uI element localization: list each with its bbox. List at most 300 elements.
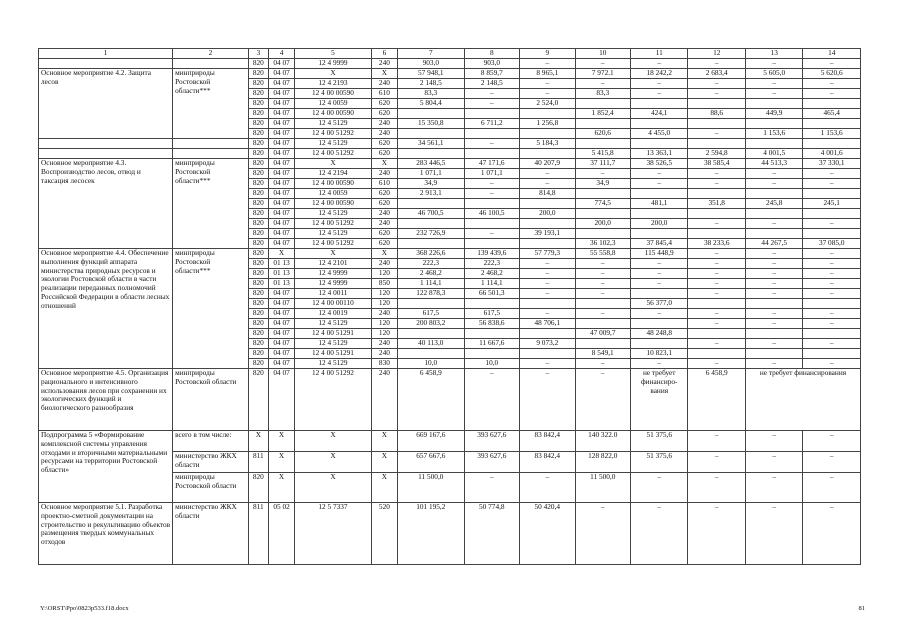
table-cell xyxy=(520,349,575,359)
table-cell: 46 100,5 xyxy=(464,209,519,219)
table-cell: 12 4 00 51291 xyxy=(295,329,372,339)
table-cell: 12 4 5129 xyxy=(295,359,372,369)
table-cell: – xyxy=(520,59,575,69)
table-cell: – xyxy=(688,249,745,259)
table-cell: 820 xyxy=(248,119,268,129)
table-cell: 10,0 xyxy=(464,359,519,369)
table-cell: 04 07 xyxy=(268,219,294,229)
responsible-cell: минприроды Ростовской области xyxy=(173,369,249,431)
table-cell: 393 627,6 xyxy=(464,431,519,452)
column-number: 4 xyxy=(268,49,294,59)
table-cell: 820 xyxy=(248,279,268,289)
table-cell: 47 171,6 xyxy=(464,159,519,169)
file-path: Y:\ORST\Ppo\0823p533.f18.docx xyxy=(40,605,129,612)
table-cell: 04 07 xyxy=(268,69,294,79)
table-cell: 820 xyxy=(248,149,268,159)
table-row xyxy=(39,159,861,169)
table-cell: 2 524,0 xyxy=(520,99,575,109)
table-cell xyxy=(803,329,861,339)
table-cell: 120 xyxy=(371,329,397,339)
table-cell: – xyxy=(803,219,861,229)
table-cell: 12 4 00 51291 xyxy=(295,349,372,359)
responsible-cell: министерство ЖКХ области xyxy=(173,452,249,473)
table-cell: 12 4 5129 xyxy=(295,229,372,239)
table-cell: 820 xyxy=(248,309,268,319)
table-cell: – xyxy=(630,89,687,99)
table-cell: 2 148,5 xyxy=(464,79,519,89)
table-cell: 50 774,8 xyxy=(464,503,519,565)
table-cell: 40 113,0 xyxy=(398,339,465,349)
table-cell: 669 167,6 xyxy=(398,431,465,452)
table-cell: 51 375,6 xyxy=(630,431,687,452)
column-number: 8 xyxy=(464,49,519,59)
table-cell: – xyxy=(630,59,687,69)
table-cell: – xyxy=(745,259,802,269)
table-cell: 34,9 xyxy=(575,179,630,189)
table-cell: 617,5 xyxy=(464,309,519,319)
table-cell: 820 xyxy=(248,269,268,279)
table-cell: 18 242,2 xyxy=(630,69,687,79)
table-cell xyxy=(575,189,630,199)
table-cell: 11 500,0 xyxy=(575,473,630,503)
table-cell: 04 07 xyxy=(268,59,294,69)
table-cell: 811 xyxy=(248,503,268,565)
table-cell xyxy=(630,289,687,299)
table-cell: – xyxy=(745,452,802,473)
table-cell: 120 xyxy=(371,319,397,329)
table-cell: – xyxy=(520,359,575,369)
table-cell xyxy=(803,99,861,109)
table-cell: – xyxy=(575,359,630,369)
table-cell: 04 07 xyxy=(268,369,294,431)
table-cell: 12 4 00 51292 xyxy=(295,219,372,229)
table-cell: – xyxy=(630,79,687,89)
table-cell: 820 xyxy=(248,339,268,349)
table-cell: 04 07 xyxy=(268,349,294,359)
table-cell: 240 xyxy=(371,339,397,349)
table-cell xyxy=(575,99,630,109)
table-cell: 36 102,3 xyxy=(575,239,630,249)
table-cell: – xyxy=(745,289,802,299)
table-cell: – xyxy=(630,269,687,279)
table-cell: 83 842,4 xyxy=(520,431,575,452)
table-cell: – xyxy=(520,369,575,431)
table-cell xyxy=(575,319,630,329)
responsible-cell: минприроды Ростовской области xyxy=(173,473,249,503)
table-cell xyxy=(575,299,630,309)
table-cell xyxy=(803,229,861,239)
table-cell: 620 xyxy=(371,149,397,159)
table-cell xyxy=(688,189,745,199)
table-cell: – xyxy=(803,59,861,69)
table-cell: – xyxy=(688,219,745,229)
table-cell xyxy=(630,209,687,219)
table-cell: 12 4 00 00590 xyxy=(295,179,372,189)
table-cell: 38 233,6 xyxy=(688,239,745,249)
table-cell: 6 458,9 xyxy=(688,369,745,431)
table-cell: 83,3 xyxy=(398,89,465,99)
table-cell: – xyxy=(520,259,575,269)
table-cell: 1 114,1 xyxy=(398,279,465,289)
table-cell: 820 xyxy=(248,129,268,139)
table-cell: 820 xyxy=(248,59,268,69)
table-cell: 481,1 xyxy=(630,199,687,209)
table-cell xyxy=(688,209,745,219)
table-cell: 200,0 xyxy=(630,219,687,229)
table-cell: 222,3 xyxy=(398,259,465,269)
table-cell: – xyxy=(803,179,861,189)
table-cell: – xyxy=(630,259,687,269)
table-cell xyxy=(398,149,465,159)
table-cell: 240 xyxy=(371,259,397,269)
table-cell xyxy=(745,349,802,359)
table-cell: 820 xyxy=(248,89,268,99)
table-cell: 5 620,6 xyxy=(803,69,861,79)
measure-name-cell xyxy=(39,139,173,149)
table-cell: 820 xyxy=(248,139,268,149)
table-cell: 88,6 xyxy=(688,109,745,119)
table-cell: 34,9 xyxy=(398,179,465,189)
table-cell: X xyxy=(371,452,397,473)
table-cell xyxy=(630,99,687,109)
table-cell: – xyxy=(688,431,745,452)
table-cell: 120 xyxy=(371,269,397,279)
table-cell: 240 xyxy=(371,219,397,229)
table-cell: 51 375,6 xyxy=(630,452,687,473)
table-cell xyxy=(520,149,575,159)
table-cell: 351,8 xyxy=(688,199,745,209)
table-cell: – xyxy=(520,279,575,289)
table-cell: – xyxy=(688,179,745,189)
table-cell: 620 xyxy=(371,139,397,149)
table-cell: – xyxy=(745,89,802,99)
measure-name-cell xyxy=(39,59,173,69)
table-cell: – xyxy=(803,309,861,319)
table-cell: 820 xyxy=(248,329,268,339)
table-cell: – xyxy=(520,473,575,503)
table-cell xyxy=(803,349,861,359)
table-cell: 9 073,2 xyxy=(520,339,575,349)
table-cell xyxy=(520,239,575,249)
table-cell: 39 193,1 xyxy=(520,229,575,239)
table-cell: – xyxy=(520,309,575,319)
column-number: 2 xyxy=(173,49,249,59)
table-cell: 2 148,5 xyxy=(398,79,465,89)
table-cell: 04 07 xyxy=(268,99,294,109)
table-cell: 10,0 xyxy=(398,359,465,369)
column-number: 10 xyxy=(575,49,630,59)
table-cell: – xyxy=(803,339,861,349)
table-cell: – xyxy=(745,249,802,259)
table-cell: X xyxy=(268,452,294,473)
table-cell: 6 458,9 xyxy=(398,369,465,431)
table-cell xyxy=(575,229,630,239)
table-cell: 620,6 xyxy=(575,129,630,139)
table-cell: 8 549,1 xyxy=(575,349,630,359)
table-cell: – xyxy=(630,359,687,369)
table-cell: – xyxy=(520,289,575,299)
table-row xyxy=(39,249,861,259)
table-cell: 12 5 7337 xyxy=(295,503,372,565)
table-cell: 240 xyxy=(371,369,397,431)
table-cell: 04 07 xyxy=(268,199,294,209)
table-cell: 04 07 xyxy=(268,79,294,89)
table-cell: 83 842,4 xyxy=(520,452,575,473)
page-number: 81 xyxy=(858,605,865,612)
table-cell xyxy=(630,119,687,129)
table-cell: 820 xyxy=(248,319,268,329)
table-cell: – xyxy=(688,279,745,289)
table-cell xyxy=(745,139,802,149)
table-cell: 10 823,1 xyxy=(630,349,687,359)
table-cell: 04 07 xyxy=(268,129,294,139)
table-cell: 200,0 xyxy=(520,209,575,219)
table-cell: 01 13 xyxy=(268,269,294,279)
table-cell xyxy=(630,139,687,149)
table-cell: 820 xyxy=(248,219,268,229)
table-cell xyxy=(464,129,519,139)
table-cell: 4 001,5 xyxy=(745,149,802,159)
measure-name-cell xyxy=(39,149,173,159)
table-cell: 465,4 xyxy=(803,109,861,119)
table-cell: X xyxy=(371,69,397,79)
table-cell xyxy=(398,239,465,249)
table-cell: 820 xyxy=(248,99,268,109)
table-cell: – xyxy=(520,269,575,279)
table-cell: – xyxy=(575,309,630,319)
table-cell: 04 07 xyxy=(268,109,294,119)
table-cell: 610 xyxy=(371,179,397,189)
table-cell: 101 195,2 xyxy=(398,503,465,565)
table-cell: 820 xyxy=(248,359,268,369)
table-cell: 240 xyxy=(371,209,397,219)
table-cell: – xyxy=(575,79,630,89)
table-cell: 200,0 xyxy=(575,219,630,229)
table-cell: – xyxy=(688,129,745,139)
table-cell: – xyxy=(688,289,745,299)
table-cell: 2 594,8 xyxy=(688,149,745,159)
table-cell: – xyxy=(745,279,802,289)
table-cell: – xyxy=(803,452,861,473)
table-cell: X xyxy=(371,159,397,169)
table-cell xyxy=(745,209,802,219)
table-cell: – xyxy=(464,189,519,199)
table-cell: – xyxy=(575,279,630,289)
table-cell: – xyxy=(520,79,575,89)
table-cell: 04 07 xyxy=(268,299,294,309)
table-cell xyxy=(398,299,465,309)
table-cell: – xyxy=(520,179,575,189)
table-cell: 04 07 xyxy=(268,169,294,179)
table-cell: 48 248,8 xyxy=(630,329,687,339)
table-row xyxy=(39,503,861,565)
table-cell: X xyxy=(295,473,372,503)
table-cell: 424,1 xyxy=(630,109,687,119)
table-cell: – xyxy=(464,179,519,189)
table-cell xyxy=(520,219,575,229)
table-cell xyxy=(464,109,519,119)
table-cell: 12 4 5129 xyxy=(295,339,372,349)
table-cell: 240 xyxy=(371,129,397,139)
table-cell: 37 111,7 xyxy=(575,159,630,169)
table-cell: 12 4 00 00590 xyxy=(295,109,372,119)
table-cell: 4 455,0 xyxy=(630,129,687,139)
table-cell: 12 4 9999 xyxy=(295,59,372,69)
responsible-cell: минприроды Ростовской области*** xyxy=(173,69,249,139)
table-cell: 820 xyxy=(248,199,268,209)
table-cell: 620 xyxy=(371,189,397,199)
table-row xyxy=(39,69,861,79)
measure-name-cell: Основное мероприятие 4.5. Организация рационального и интенсивного использования лесов при сохранении их экологических функций и биологического разнообразия xyxy=(39,369,173,431)
table-cell: 820 xyxy=(248,349,268,359)
table-cell: X xyxy=(268,249,294,259)
table-cell: – xyxy=(688,339,745,349)
table-cell: 368 226,6 xyxy=(398,249,465,259)
table-cell: 8 965,1 xyxy=(520,69,575,79)
table-cell: 393 627,6 xyxy=(464,452,519,473)
table-cell: – xyxy=(803,259,861,269)
table-cell: 620 xyxy=(371,99,397,109)
table-cell xyxy=(803,139,861,149)
table-cell: 44 513,3 xyxy=(745,159,802,169)
table-cell: 774,5 xyxy=(575,199,630,209)
table-cell: 222,3 xyxy=(464,259,519,269)
table-cell: 04 07 xyxy=(268,89,294,99)
table-cell: – xyxy=(803,473,861,503)
table-cell: 04 07 xyxy=(268,189,294,199)
table-cell xyxy=(575,119,630,129)
table-cell: X xyxy=(371,431,397,452)
table-cell: 610 xyxy=(371,89,397,99)
table-cell xyxy=(464,239,519,249)
table-cell xyxy=(464,149,519,159)
table-cell: 657 667,6 xyxy=(398,452,465,473)
table-cell: 56 377,0 xyxy=(630,299,687,309)
table-cell: X xyxy=(268,473,294,503)
table-cell: – xyxy=(803,359,861,369)
table-cell: – xyxy=(803,279,861,289)
table-cell xyxy=(520,299,575,309)
table-cell: 04 07 xyxy=(268,239,294,249)
table-row xyxy=(39,59,861,69)
table-cell: 820 xyxy=(248,79,268,89)
table-cell: – xyxy=(464,89,519,99)
table-cell xyxy=(398,219,465,229)
table-cell: – xyxy=(630,503,687,565)
table-cell: X xyxy=(295,249,372,259)
measure-name-cell: Подпрограмма 5 «Формирование комплексной системы управления отходами и вторичными материальными ресурсами на территории Ростовской области» xyxy=(39,431,173,503)
table-cell: 520 xyxy=(371,503,397,565)
table-cell: – xyxy=(745,59,802,69)
table-cell: 48 706,1 xyxy=(520,319,575,329)
table-cell: 04 07 xyxy=(268,209,294,219)
table-cell: – xyxy=(688,259,745,269)
table-cell: – xyxy=(803,319,861,329)
table-cell: – xyxy=(688,473,745,503)
table-cell xyxy=(575,209,630,219)
table-cell: 12 4 00 00590 xyxy=(295,89,372,99)
table-row xyxy=(39,369,861,431)
table-cell: 620 xyxy=(371,199,397,209)
table-cell: – xyxy=(745,339,802,349)
table-cell: – xyxy=(745,79,802,89)
table-cell: 12 4 9999 xyxy=(295,269,372,279)
table-cell: – xyxy=(688,169,745,179)
table-cell xyxy=(575,339,630,349)
table-cell: 820 xyxy=(248,69,268,79)
table-cell: 5 415,8 xyxy=(575,149,630,159)
table-cell xyxy=(464,199,519,209)
table-cell: – xyxy=(688,359,745,369)
responsible-cell: всего в том числе: xyxy=(173,431,249,452)
measure-name-cell: Основное мероприятие 5.1. Разработка проектно-сметной документации на строительство и рекультивацию объектов размещения твердых коммунальных отходов xyxy=(39,503,173,565)
table-cell: X xyxy=(295,159,372,169)
table-cell: – xyxy=(464,99,519,109)
budget-table xyxy=(38,48,861,565)
table-cell: 820 xyxy=(248,239,268,249)
table-cell: – xyxy=(630,179,687,189)
table-cell: – xyxy=(688,269,745,279)
table-cell: 903,0 xyxy=(398,59,465,69)
table-cell: не требует финансирования xyxy=(745,369,860,431)
table-cell: 2 468,2 xyxy=(464,269,519,279)
table-cell: 128 822,0 xyxy=(575,452,630,473)
table-cell: 2 683,4 xyxy=(688,69,745,79)
table-cell: 04 07 xyxy=(268,159,294,169)
table-cell: X xyxy=(371,249,397,259)
table-cell: 820 xyxy=(248,299,268,309)
table-cell: 240 xyxy=(371,309,397,319)
table-cell: 44 267,5 xyxy=(745,239,802,249)
table-cell: 04 07 xyxy=(268,119,294,129)
table-cell: – xyxy=(575,259,630,269)
table-cell: не требует финансиро-вания xyxy=(630,369,687,431)
table-cell: – xyxy=(575,169,630,179)
table-cell: – xyxy=(520,169,575,179)
table-cell xyxy=(398,349,465,359)
column-number: 12 xyxy=(688,49,745,59)
table-cell: 04 07 xyxy=(268,309,294,319)
table-cell: 04 07 xyxy=(268,329,294,339)
table-cell: 12 4 0059 xyxy=(295,189,372,199)
table-cell xyxy=(630,189,687,199)
table-cell: – xyxy=(688,319,745,329)
table-cell: 122 878,3 xyxy=(398,289,465,299)
table-cell: – xyxy=(575,369,630,431)
table-cell: 820 xyxy=(248,473,268,503)
table-cell: 245,8 xyxy=(745,199,802,209)
table-cell: 232 726,9 xyxy=(398,229,465,239)
table-cell: 820 xyxy=(248,289,268,299)
table-cell: – xyxy=(803,169,861,179)
table-cell: – xyxy=(630,309,687,319)
table-cell: 820 xyxy=(248,229,268,239)
table-cell: 240 xyxy=(371,79,397,89)
table-cell: – xyxy=(630,473,687,503)
table-cell xyxy=(745,189,802,199)
table-cell: 12 4 00 51292 xyxy=(295,129,372,139)
table-cell xyxy=(398,199,465,209)
table-cell: 5 804,4 xyxy=(398,99,465,109)
table-cell: 04 07 xyxy=(268,339,294,349)
table-cell: 240 xyxy=(371,349,397,359)
table-cell: 38 526,5 xyxy=(630,159,687,169)
table-cell: 83,3 xyxy=(575,89,630,99)
table-row xyxy=(39,139,861,149)
table-row xyxy=(39,149,861,159)
table-cell: 139 439,6 xyxy=(464,249,519,259)
table-cell: 449,9 xyxy=(745,109,802,119)
